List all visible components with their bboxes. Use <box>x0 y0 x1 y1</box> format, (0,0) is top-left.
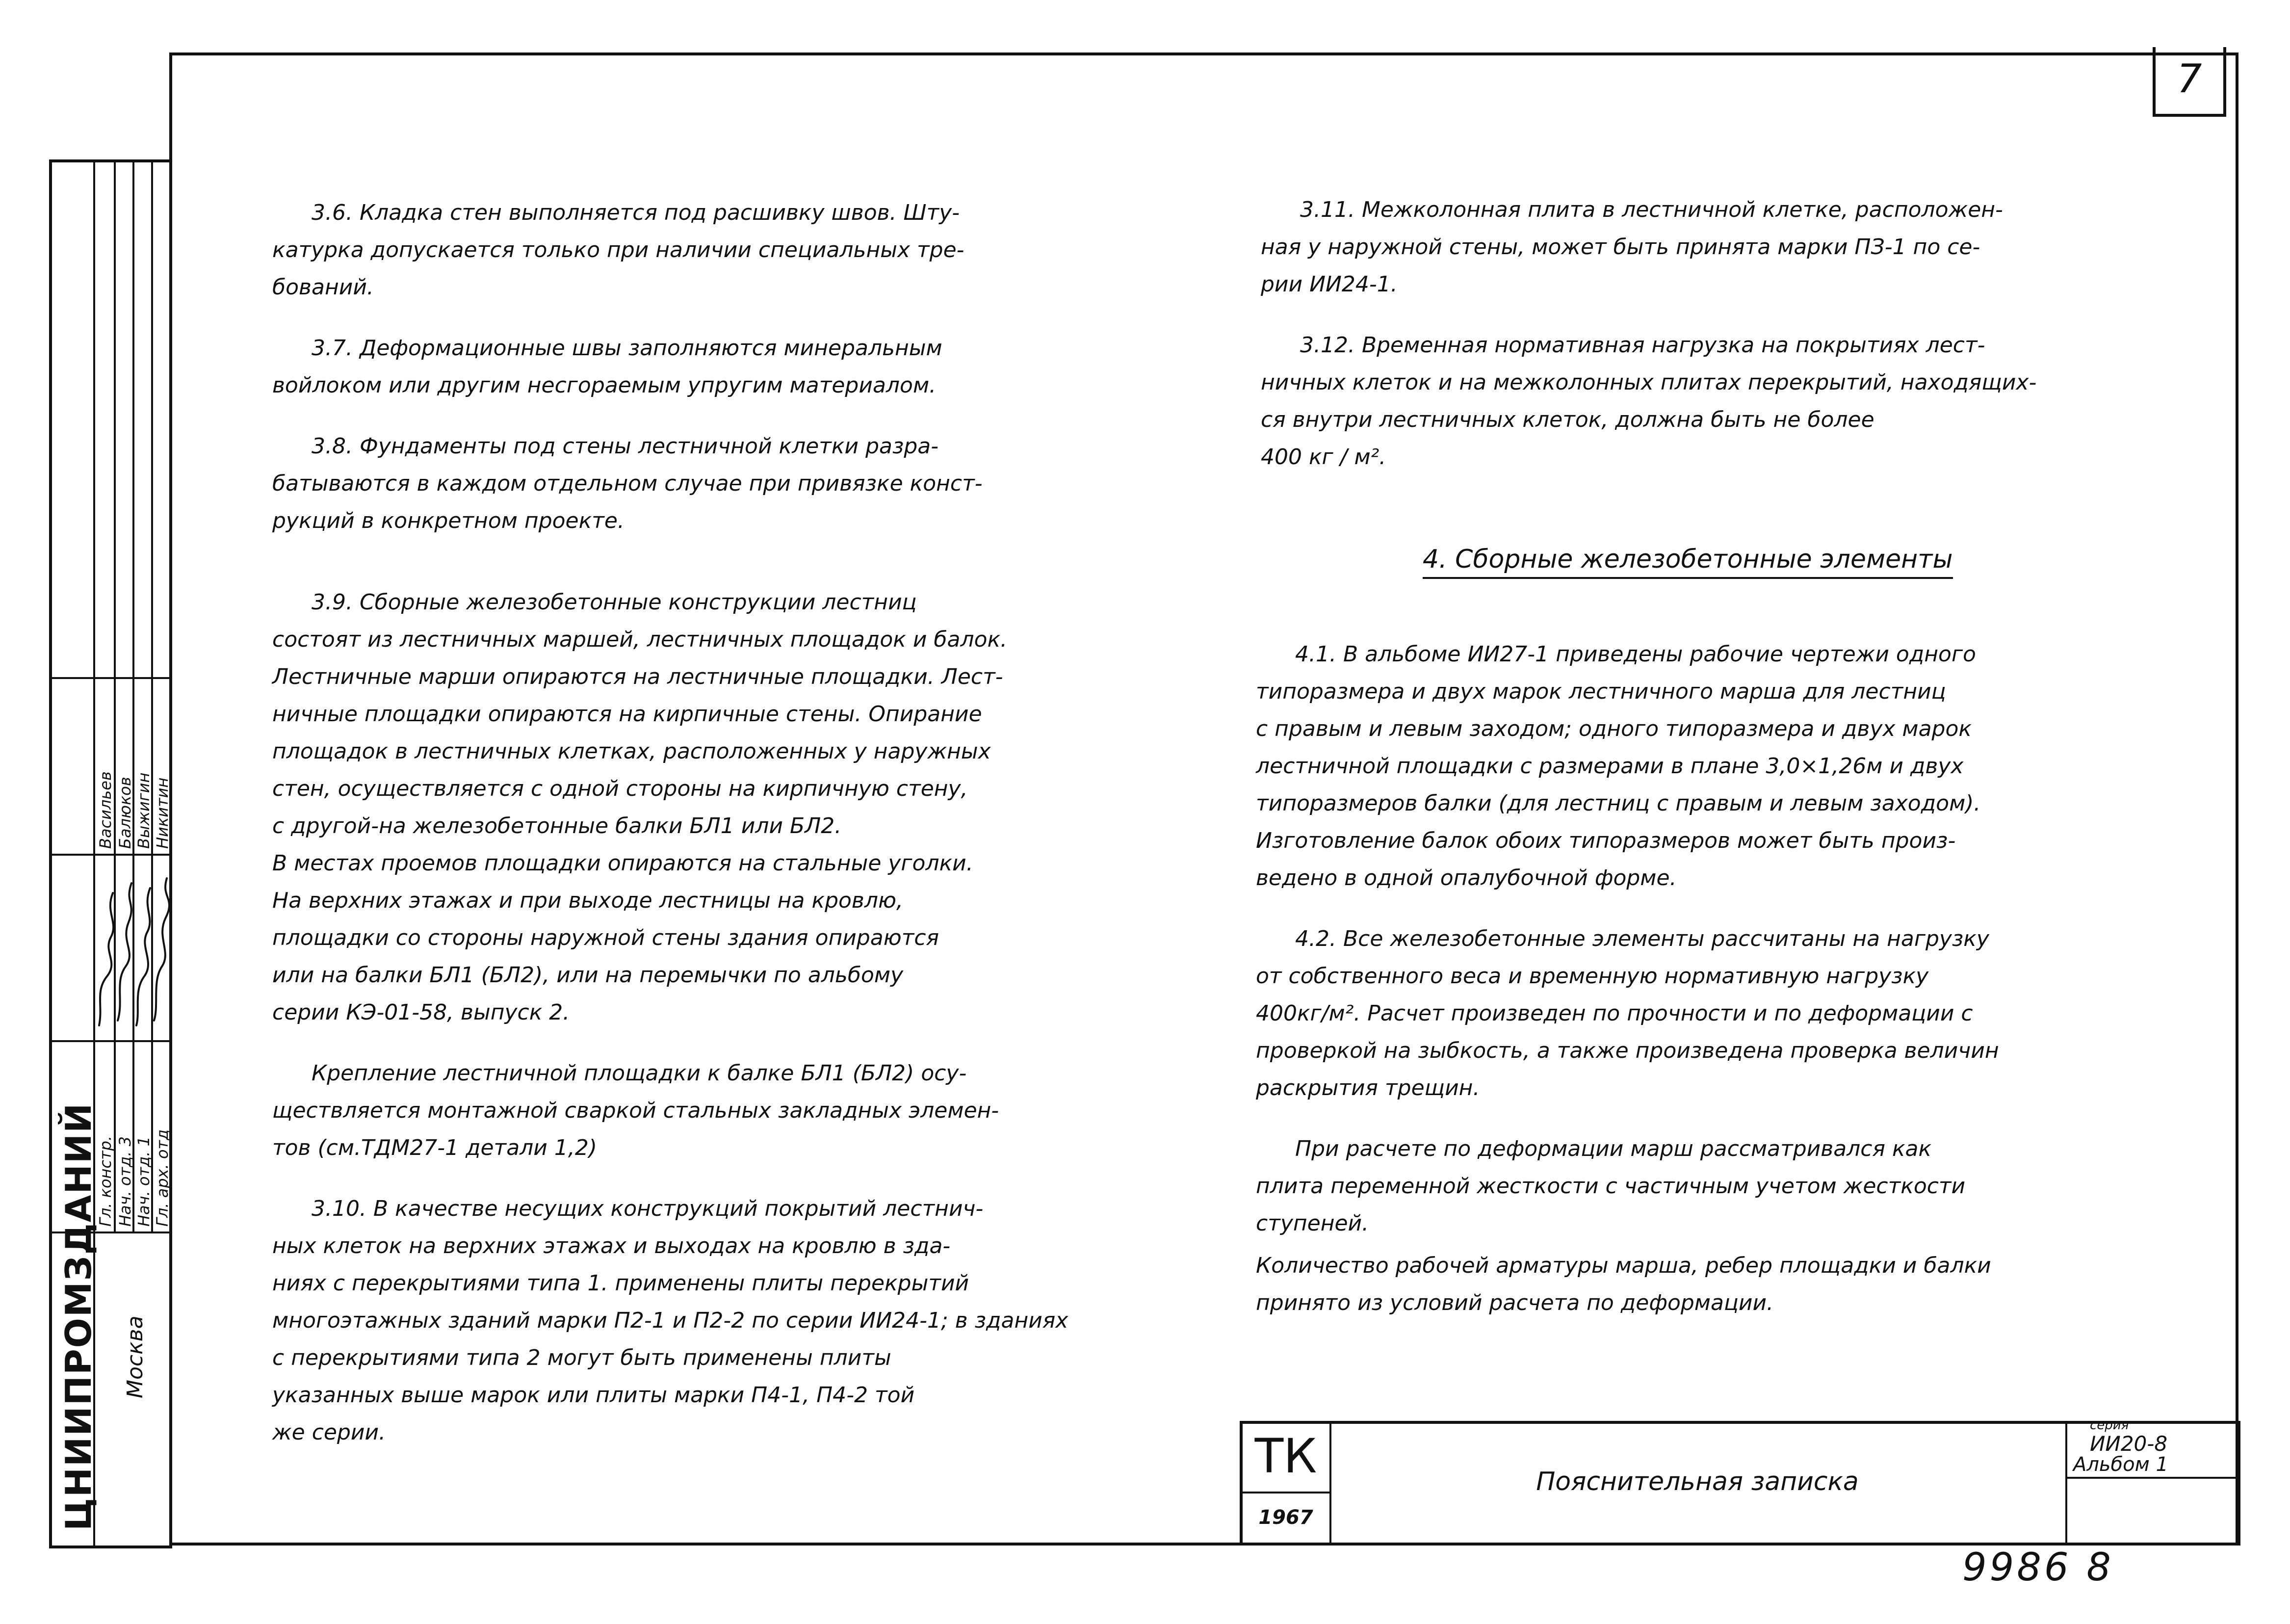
role-label: Нач. отд. 3 <box>116 1136 134 1227</box>
paragraph: 3.8. Фундаменты под стены лестничной клетки разра- батываются в каждом отдельном случае при привязке конст- рукций в конкретном проекте. <box>272 434 983 533</box>
sidebar-divider <box>132 159 134 1231</box>
paragraph: 3.11. Межколонная плита в лестничной клетке, расположен- ная у наружной стены, может быть принята марки ПЗ-1 по се- рии ИИ24-1. <box>1261 197 2003 297</box>
paragraph: 3.7. Деформационные швы заполняются минеральным войлоком или другим несгораемым упругим материалом. <box>272 336 942 398</box>
role-label: Гл. арх. отд <box>153 1129 172 1227</box>
sidebar-divider <box>151 159 153 1231</box>
paragraph: 3.9. Сборные железобетонные конструкции лестниц состоят из лестничных маршей, лестничных площадок и балок. Лестничные марши опираются на лестничные площадки. Лест- ничные площадки опираются на кирпичные стены. Опирание площадок в лестничных клетках, расположенных у наружных стен, осуществляется с одной стороны на кирпичную стену, с другой-на железобетонные балки БЛ1 или БЛ2. В местах проемов площадки опираются на стальные уголки. На верхних этажах и при выходе лестницы на кровлю, площадки со стороны наружной стены здания опираются или на балки БЛ1 (БЛ2), или на перемычки по альбому серии КЭ-01-58, выпуск 2. <box>272 590 1008 1025</box>
role-label: Нач. отд. 1 <box>134 1136 153 1227</box>
right-text-column-bottom <box>1256 636 2119 1345</box>
stamp-code: ТК <box>1254 1429 1317 1484</box>
sidebar-divider <box>49 1040 172 1042</box>
sheet-number: 7 <box>2153 47 2226 117</box>
paragraph: Количество рабочей арматуры марша, ребер площадки и балки принято из условий расчета по деформации. <box>1256 1253 1991 1315</box>
paragraph: 3.10. В качестве несущих конструкций покрытий лестнич- ных клеток на верхних этажах и выходах на кровлю в зда- ниях с перекрытиями типа 1. применены плиты перекрытий многоэтажных зданий марки П2-1 и П2-2 по серии ИИ24-1; в зданиях с перекрытиями типа 2 могут быть применены плиты указанных выше марок или плиты марки П4-1, П4-2 той же серии. <box>272 1196 1068 1445</box>
left-text-column <box>272 194 1116 1475</box>
stamp-series: ИИ20-8 <box>2090 1432 2168 1456</box>
paragraph: 4.2. Все железобетонные элементы рассчитаны на нагрузку от собственного веса и временную нормативную нагрузку 400кг/м². Расчет произведен по прочности и по деформации с проверкой на зыбкость, а также произведена проверка величин раскрытия трещин. <box>1256 926 1999 1100</box>
paragraph: 3.6. Кладка стен выполняется под расшивку швов. Шту- катурка допускается только при наличии специальных тре- бований. <box>272 200 964 300</box>
stamp-series-label: серия <box>2090 1418 2129 1433</box>
section-heading: 4. Сборные железобетонные элементы <box>1423 545 1953 579</box>
organization-name: ЦНИИПРОМЗДАНИЙ <box>58 1102 99 1531</box>
stamp-divider <box>1329 1421 1331 1545</box>
sidebar-divider <box>49 854 172 856</box>
signature-name: Балюков <box>116 777 134 849</box>
stamp-year: 1967 <box>1258 1506 1313 1529</box>
signatures-drawing <box>93 864 172 1040</box>
stamp-album: Альбом 1 <box>2073 1453 2168 1476</box>
city-name: Москва <box>123 1315 148 1398</box>
right-text-column-top <box>1261 191 2114 499</box>
role-label: Гл. констр. <box>96 1135 115 1227</box>
paragraph: 3.12. Временная нормативная нагрузка на покрытиях лест- ничных клеток и на межколонных плитах перекрытий, находящих- ся внутри лестничных клеток, должна быть не более 400 кг / м². <box>1261 333 2037 470</box>
sidebar-divider <box>114 159 116 1231</box>
signature-name: Васильев <box>96 771 115 849</box>
signature-name: Никитин <box>153 777 172 849</box>
stamp-divider <box>1240 1492 1329 1493</box>
stamp-title: Пояснительная записка <box>1536 1467 1859 1496</box>
paragraph: При расчете по деформации марш рассматривался как плита переменной жесткости с частичным учетом жесткости ступеней. <box>1256 1136 1966 1236</box>
stamp-divider <box>2065 1477 2239 1479</box>
footer-number: 9986 8 <box>1962 1545 2114 1590</box>
stamp-divider <box>2065 1421 2067 1545</box>
sidebar-divider <box>49 677 172 679</box>
paragraph: 4.1. В альбоме ИИ27-1 приведены рабочие чертежи одного типоразмера и двух марок лестничного марша для лестниц с правым и левым заходом; одного типоразмера и двух марок лестничной площадки с размерами в плане 3,0×1,26м и двух типоразмеров балки (для лестниц с правым и левым заходом). Изготовление балок обоих типоразмеров может быть произ- ведено в одной опалубочной форме. <box>1256 642 1981 891</box>
paragraph: Крепление лестничной площадки к балке БЛ1 (БЛ2) осу- ществляется монтажной сваркой стальных закладных элемен- тов (см.ТДМ27-1 детали 1,2) <box>272 1061 999 1160</box>
signature-name: Выжигин <box>134 772 153 849</box>
